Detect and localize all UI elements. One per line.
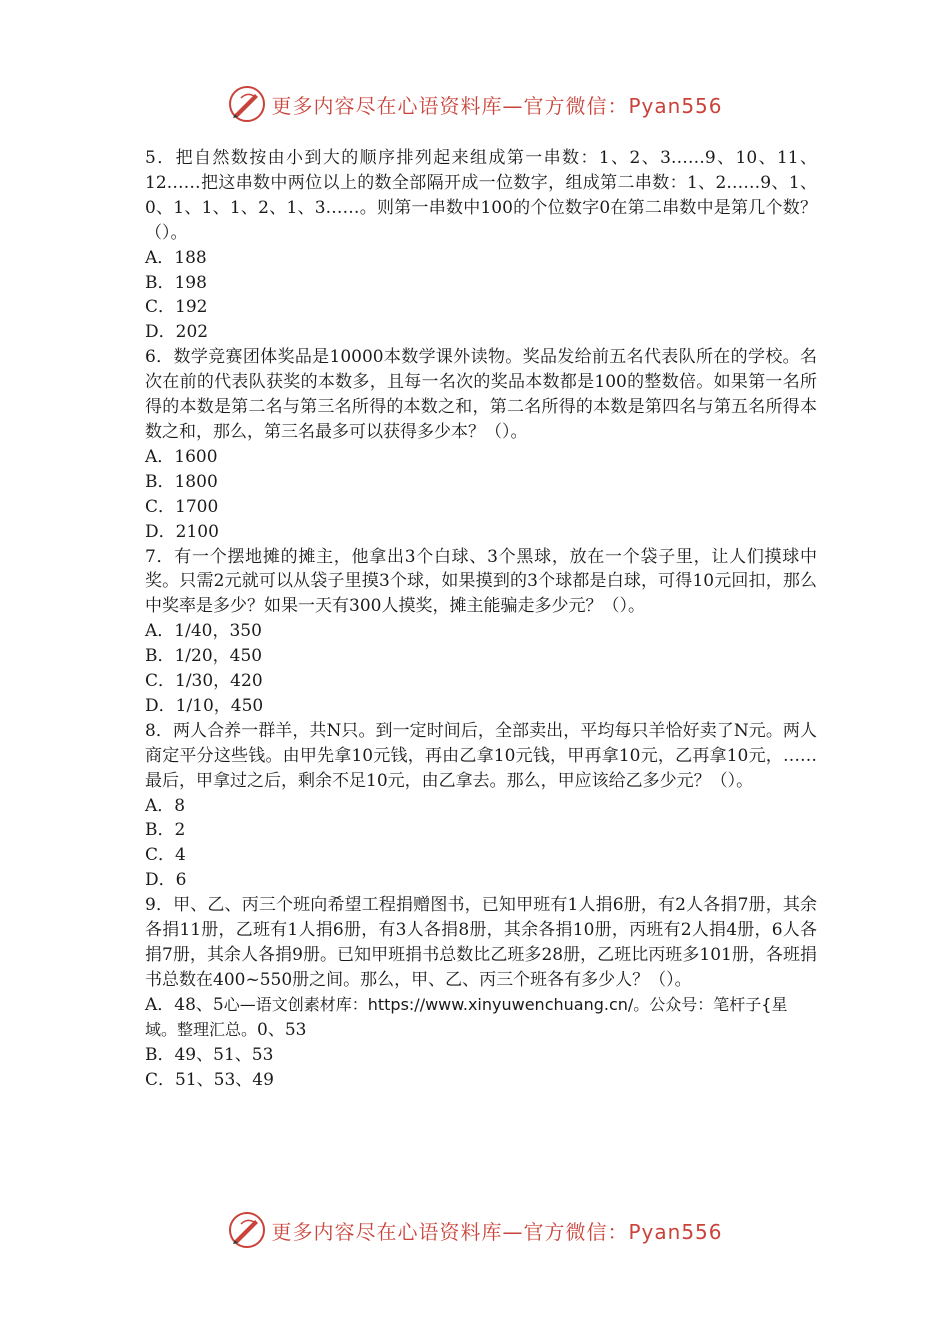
option-b: B．1/20，450 [145, 646, 263, 667]
question-7 [145, 545, 817, 719]
question-5 [145, 146, 817, 345]
option-d: D．6 [145, 870, 187, 891]
header-text [271, 90, 722, 119]
option-c: C．51、53、49 [145, 1069, 274, 1090]
option-b: B．1800 [145, 471, 218, 492]
pen-logo-icon [227, 1210, 267, 1250]
option-a: A．188 [145, 247, 207, 268]
question-stem: 9．甲、乙、丙三个班向希望工程捐赠图书，已知甲班有1人捐6册，有2人各捐7册，其余各捐11册，乙班有1人捐6册，有3人各捐8册，其余各捐10册，丙班有2人捐4册，6人各捐7册，其余人各捐9册。已知甲班捐书总数比乙班多28册，乙班比丙班多101册，各班捐书总数在400~550册之间。那么，甲、乙、丙三个班各有多少人？（）。 [145, 895, 817, 990]
footer-wechat: Pyan556 [628, 1219, 723, 1244]
footer-text [271, 1216, 722, 1245]
option-c: C．1/30，420 [145, 671, 263, 692]
option-a: A．1/40，350 [145, 621, 262, 642]
option-a: A．1600 [145, 446, 218, 467]
option-b: B．2 [145, 820, 186, 841]
question-6 [145, 345, 817, 544]
pen-logo-icon [227, 84, 267, 124]
question-9 [145, 893, 817, 1092]
watermark-insert: 心—语文创素材库：https://www.xinyuwenchuang.cn/。公众号：笔杆子{星域。整理汇总。 [145, 994, 788, 1039]
option-c: C．1700 [145, 496, 219, 517]
option-a-prefix: A．48、5 [145, 994, 224, 1015]
option-c: C．192 [145, 297, 208, 318]
option-a-suffix: 0、53 [257, 1019, 307, 1040]
header-banner [0, 82, 950, 126]
question-8 [145, 719, 817, 893]
question-stem: 6．数学竞赛团体奖品是10000本数学课外读物。奖品发给前五名代表队所在的学校。名次在前的代表队获奖的本数多，且每一名次的奖品本数都是100的整数倍。如果第一名所得的本数是第二名与第三名所得的本数之和，第二名所得的本数是第四名与第五名所得本数之和，那么，第三名最多可以获得多少本？（）。 [145, 347, 817, 442]
footer-banner [0, 1208, 950, 1252]
question-stem: 5．把自然数按由小到大的顺序排列起来组成第一串数：1、2、3……9、10、11、12……把这串数中两位以上的数全部隔开成一位数字，组成第二串数：1、2……9、1、0、1、1、1、2、1、3……。则第一串数中100的个位数字0在第二串数中是第几个数？（）。 [145, 148, 817, 243]
header-slogan: 更多内容尽在心语资料库—官方微信： [271, 93, 629, 118]
option-a [145, 993, 817, 1043]
option-b: B．49、51、53 [145, 1044, 274, 1065]
footer-slogan: 更多内容尽在心语资料库—官方微信： [271, 1219, 629, 1244]
option-c: C．4 [145, 845, 186, 866]
question-list [145, 146, 817, 1092]
option-d: D．202 [145, 322, 209, 343]
option-d: D．1/10，450 [145, 695, 264, 716]
question-stem: 7．有一个摆地摊的摊主，他拿出3个白球、3个黑球，放在一个袋子里，让人们摸球中奖。只需2元就可以从袋子里摸3个球，如果摸到的3个球都是白球，可得10元回扣，那么中奖率是多少？如果一天有300人摸奖，摊主能骗走多少元？（）。 [145, 546, 817, 617]
option-d: D．2100 [145, 521, 219, 542]
option-b: B．198 [145, 272, 207, 293]
header-wechat: Pyan556 [628, 93, 723, 118]
question-stem: 8．两人合养一群羊，共N只。到一定时间后，全部卖出，平均每只羊恰好卖了N元。两人商定平分这些钱。由甲先拿10元钱，再由乙拿10元钱，甲再拿10元，乙再拿10元，……最后，甲拿过之后，剩余不足10元，由乙拿去。那么，甲应该给乙多少元？（）。 [145, 720, 817, 791]
option-a: A．8 [145, 795, 186, 816]
